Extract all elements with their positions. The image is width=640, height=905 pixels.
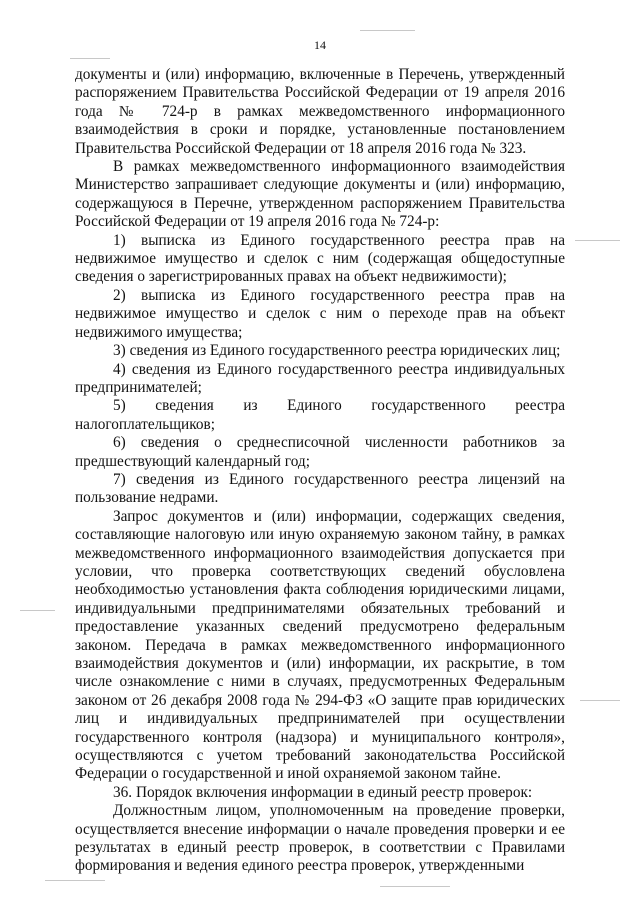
scan-artifact <box>380 886 450 887</box>
section-36-heading: 36. Порядок включения информации в единый реестр проверок: <box>113 783 533 801</box>
list-item-3: 3) сведения из Единого государственного реестра юридических лиц; <box>113 342 561 360</box>
list-item-2: 2) выписка из Единого государственного реестра прав на недвижимое имущество и сделок с ним о переходе прав на объект недвижимого имущества; <box>75 286 565 341</box>
paragraph-continuation: документы и (или) информацию, включенные в Перечень, утвержденный распоряжением Правительства Российской Федерации от 19 апреля 2016 года № 724-р в рамках межведомственного информационного взаимодействия в сроки и порядке, установленные постановлением Правительства Российской Федерации от 18 апреля 2016 года № 323. <box>75 66 565 157</box>
scan-artifact <box>70 58 110 59</box>
paragraph-secret-information: Запрос документов и (или) информации, содержащих сведения, составляющие налоговую или иную охраняемую законом тайну, в рамках межведомственного информационного взаимодействия допускается при условии, что проверка соответствующих сведений обусловлена необходимостью установления факта соблюдения юридическими лицами, индивидуальными предпринимателями обязательных требований и предоставление указанных сведений предусмотрено федеральным законом. Передача в рамках межведомственного информационного взаимодействия документов и (или) информации, их раскрытие, в том числе ознакомление с ними в случаях, предусмотренных Федеральным законом от 26 декабря 2008 года № 294-ФЗ «О защите прав юридических лиц и индивидуальных предпринимателей при осуществлении государственного контроля (надзора) и муниципального контроля», осуществляются с учетом требований законодательства Российской Федерации о государственной и иной охраняемой законом тайне. <box>75 507 565 783</box>
list-item-1: 1) выписка из Единого государственного реестра прав на недвижимое имущество и сделок с ним (содержащая общедоступные сведения о зарегистрированных правах на объект недвижимости); <box>75 231 565 286</box>
list-item-5: 5) сведения из Единого государственного реестра налогоплательщиков; <box>75 397 565 433</box>
scan-artifact <box>20 610 55 611</box>
list-item-6: 6) сведения о среднесписочной численности работников за предшествующий календарный год; <box>75 434 565 470</box>
list-item-7: 7) сведения из Единого государственного реестра лицензий на пользование недрами. <box>75 470 565 507</box>
scan-artifact <box>580 700 620 701</box>
document-body <box>75 66 565 876</box>
scan-artifact <box>575 240 620 241</box>
list-item-4: 4) сведения из Единого государственного реестра индивидуальных предпринимателей; <box>75 360 565 396</box>
scan-artifact <box>45 880 105 881</box>
paragraph-inspection-registry: Должностным лицом, уполномоченным на проведение проверки, осуществляется внесение информации о начале проведения проверки и ее результатах в единый реестр проверок, в соответствии с Правилами формирования и ведения единого реестра проверок, утвержденными <box>75 802 565 875</box>
scan-artifact <box>360 30 415 31</box>
paragraph-interagency-request: В рамках межведомственного информационного взаимодействия Министерство запрашивает следующие документы и (или) информацию, содержащуюся в Перечне, утвержденном распоряжением Правительства Российской Федерации от 19 апреля 2016 года № 724-р: <box>75 158 565 231</box>
page-number: 14 <box>314 38 326 52</box>
